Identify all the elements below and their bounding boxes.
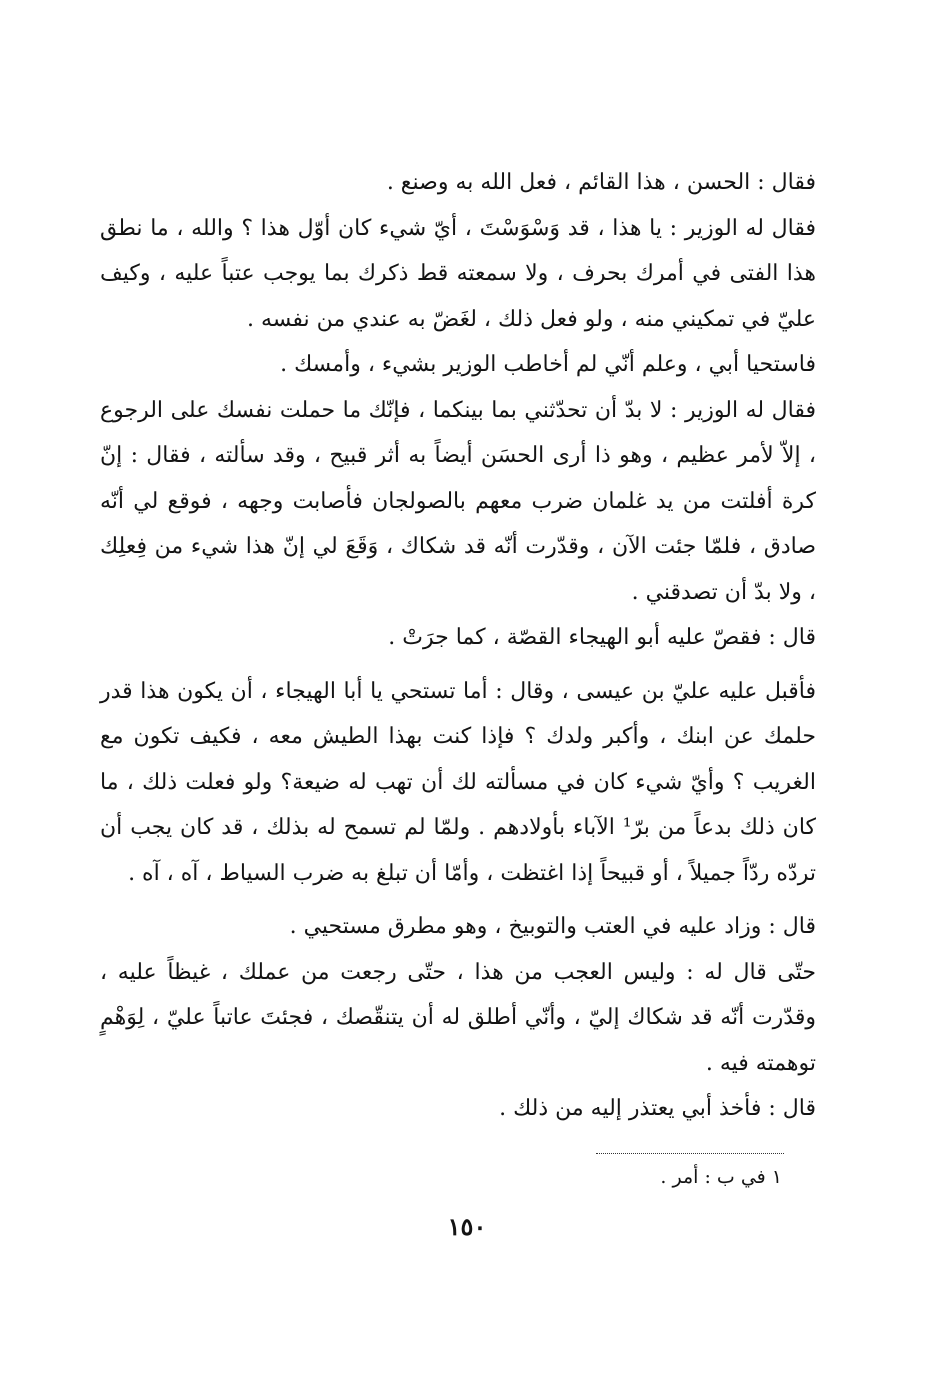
paragraph: قال : فأخذ أبي يعتذر إليه من ذلك . [499,1096,816,1121]
paragraph: فقال له الوزير : يا هذا ، قد وَسْوَسْتَ ، أيّ شيء كان أوّل هذا ؟ والله ، ما نطق هذا الفتى في أمرك بحرف ، ولا سمعته قط ذكرك بما يوجب عتباً عليه ، وكيف عليّ في تمكيني منه ، ولو فعل ذلك ، لغَضّ به عندي من نفسه . [100,215,816,332]
paragraph: قال : وزاد عليه في العتب والتوبيخ ، وهو مطرق مستحيي . [289,914,816,939]
paragraph: فأقبل عليه عليّ بن عيسى ، وقال : أما تستحي يا أبا الهيجاء ، أن يكون هذا قدر حلمك عن ابنك ، وأكبر ولدك ؟ فإذا كنت بهذا الطيش معه ، فكيف تكون مع الغريب ؟ وأيّ شيء كان في مسألته لك أن تهب له ضيعة؟ ولو فعلت ذلك ، ما كان ذلك بدعاً من برّ¹ الآباء بأولادهم . ولمّا لم تسمح له بذلك ، قد كان يجب أن تردّه ردّاً جميلاً ، أو قبيحاً إذا اغتظت ، وأمّا أن تبلغ به ضرب السياط ، آه ، آه . [100,678,817,886]
paragraph: حتّى قال له : وليس العجب من هذا ، حتّى رجعت من عملك ، غيظاً عليه ، وقدّرت أنّه قد شكاك إليّ ، وأنّي أطلق له أن يتنقّصك ، فجئتَ عاتباً عليّ ، لِوَهْمٍ توهمته فيه . [100,959,816,1076]
page-number: ١٥٠ [447,1212,487,1241]
paragraph: فاستحيا أبي ، وعلم أنّي لم أخاطب الوزير بشيء ، وأمسك . [280,352,816,377]
footnote: ١ في ب : أمر . [660,1166,782,1188]
body-text [100,160,816,1132]
paragraph: قال : فقصّ عليه أبو الهيجاء القصّة ، كما جرَتْ . [388,625,816,650]
paragraph: فقال : الحسن ، هذا القائم ، فعل الله به وصنع . [386,170,816,195]
footnote-divider [596,1153,784,1154]
paragraph: فقال له الوزير : لا بدّ أن تحدّثني بما بينكما ، فإنّك ما حملت نفسك على الرجوع ، إلاّ لأمر عظيم ، وهو ذا أرى الحسَن أيضاً به أثر قبيح ، وقد سألته ، فقال : إنّ كرة أفلتت من يد غلمان ضرب معهم بالصولجان فأصابت وجهه ، فوقع لي أنّه صادق ، فلمّا جئت الآن ، وقدّرت أنّه قد شكاك ، وَقَعَ لي إنّ هذا شيء من فِعلِك ، ولا بدّ أن تصدقني . [100,397,816,605]
